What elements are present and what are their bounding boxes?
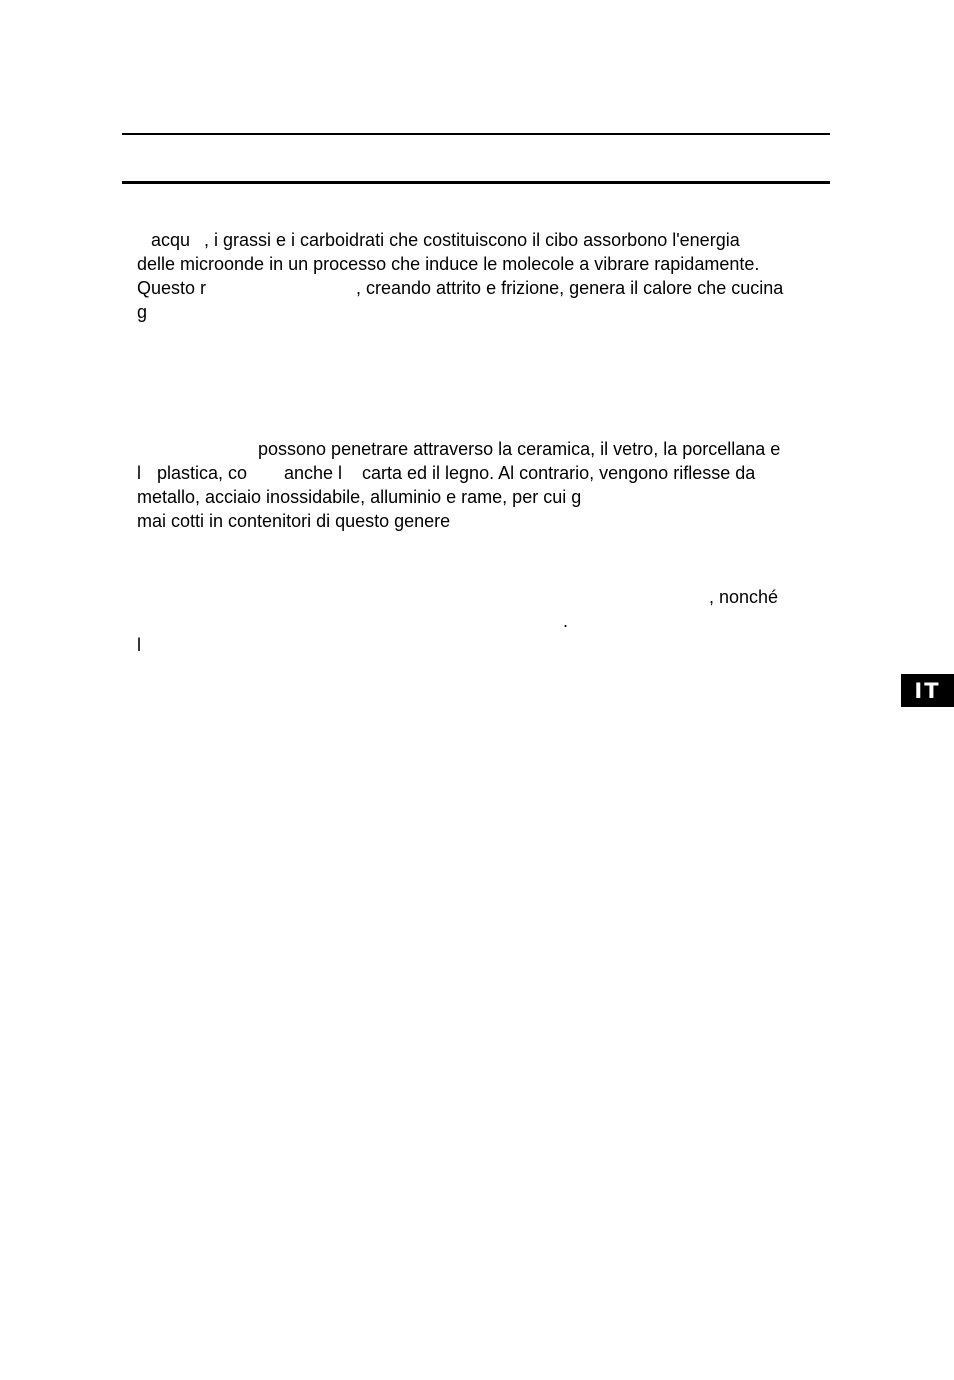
p1-line2: delle microonde in un processo che induce le molecole a vibrare rapidamente. <box>137 254 760 274</box>
p3-line3: l <box>137 635 141 655</box>
p1-line3-start: Questo r <box>137 278 207 298</box>
p2-line2-a: l <box>137 463 141 483</box>
language-tab: IT <box>901 674 954 707</box>
p2-line2-b: plastica, co <box>157 463 248 483</box>
p2-line3: metallo, acciaio inossidabile, alluminio e rame, per cui g <box>137 487 582 507</box>
p2-line2-c: anche l <box>284 463 343 483</box>
p1-line1-end: , i grassi e i carboidrati che costituiscono il cibo assorbono l'energia <box>204 230 740 250</box>
p2-line2-d: carta ed il legno. Al contrario, vengono riflesse da <box>362 463 756 483</box>
p2-line1: possono penetrare attraverso la ceramica, il vetro, la porcellana e <box>258 439 781 459</box>
p1-line1-start: acqu <box>151 230 191 250</box>
header-rule-bottom <box>122 181 830 184</box>
p3-line1: , nonché <box>709 587 779 607</box>
p2-line4: mai cotti in contenitori di questo genere <box>137 511 451 531</box>
p1-line4: g <box>137 302 148 322</box>
p1-line3-end: , creando attrito e frizione, genera il calore che cucina <box>356 278 784 298</box>
header-rule-top <box>122 133 830 135</box>
p3-line2: . <box>563 611 569 631</box>
